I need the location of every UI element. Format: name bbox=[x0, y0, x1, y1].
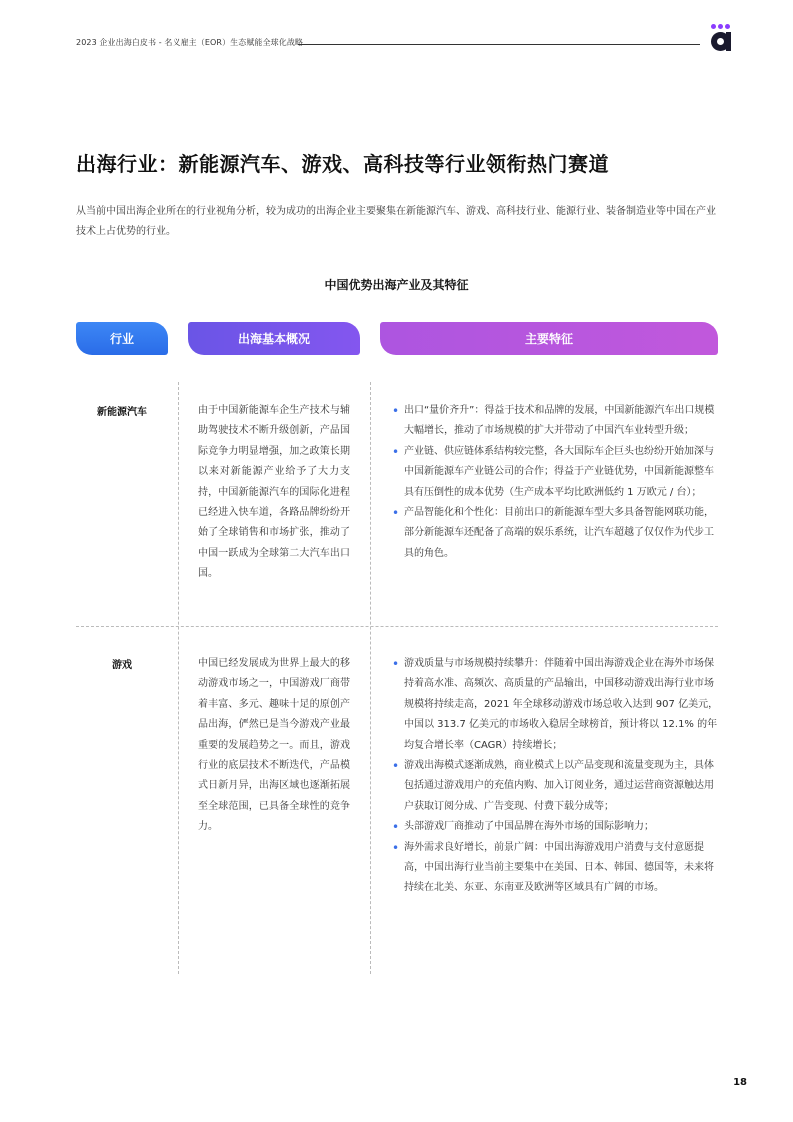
header-industry: 行业 bbox=[76, 322, 168, 355]
header-features: 主要特征 bbox=[380, 322, 718, 355]
feature-list-nev bbox=[392, 401, 722, 564]
page-title: 出海行业：新能源汽车、游戏、高科技等行业领衔热门赛道 bbox=[76, 152, 609, 176]
logo-dot bbox=[725, 24, 730, 29]
feature-item: • 产业链、供应链体系结构较完整，各大国际车企巨头也纷纷开始加深与中国新能源车产业链公司的合作；得益于产业链优势，中国新能源整车具有压倒性的成本优势（生产成本平均比欧洲低约 1 万欧元 / 台）； bbox=[392, 442, 722, 503]
header-rule bbox=[298, 44, 700, 45]
column-divider bbox=[178, 382, 179, 974]
a-logo-icon bbox=[708, 24, 734, 56]
row-overview-games: 中国已经发展成为世界上最大的移动游戏市场之一，中国游戏厂商带着丰富、多元、趣味十足的原创产品出海，俨然已是当今游戏产业最重要的发展趋势之一。而且，游戏行业的底层技术不断迭代，产品模式日新月异，出海区域也逐渐拓展至全球范围，已具备全球性的竞争力。 bbox=[198, 658, 350, 833]
feature-list-games bbox=[392, 654, 722, 899]
feature-item: • 出口“量价齐升”：得益于技术和品牌的发展，中国新能源汽车出口规模大幅增长，推动了市场规模的扩大并带动了中国汽车业转型升级； bbox=[392, 401, 722, 442]
feature-item: • 产品智能化和个性化：目前出口的新能源车型大多具备智能网联功能，部分新能源车还配备了高端的娱乐系统，让汽车超越了仅仅作为代步工具的角色。 bbox=[392, 503, 722, 564]
feature-item: • 头部游戏厂商推动了中国品牌在海外市场的国际影响力； bbox=[392, 817, 722, 837]
feature-item: • 游戏质量与市场规模持续攀升：伴随着中国出海游戏企业在海外市场保持着高水准、高频次、高质量的产品输出，中国移动游戏出海行业市场规模将持续走高，2021 年全球移动游戏市场总收入达到 907 亿美元，中国以 313.7 亿美元的市场收入稳居全球榜首，预计将以 12.1% 的年均复合增长率（CAGR）持续增长； bbox=[392, 654, 722, 756]
table-caption: 中国优势出海产业及其特征 bbox=[324, 278, 469, 292]
intro-paragraph: 从当前中国出海企业所在的行业视角分析，较为成功的出海企业主要聚集在新能源汽车、游戏、高科技行业、能源行业、装备制造业等中国在产业技术上占优势的行业。 bbox=[76, 206, 716, 237]
header-overview: 出海基本概况 bbox=[188, 322, 360, 355]
logo-dot bbox=[711, 24, 716, 29]
logo-dot bbox=[718, 24, 723, 29]
row-industry-nev: 新能源汽车 bbox=[97, 407, 147, 418]
row-divider bbox=[76, 626, 718, 627]
page-number: 18 bbox=[733, 1077, 747, 1088]
running-header bbox=[76, 30, 736, 56]
row-industry-games: 游戏 bbox=[112, 660, 132, 671]
feature-item: • 海外需求良好增长，前景广阔：中国出海游戏用户消费与支付意愿提高，中国出海行业当前主要集中在美国、日本、韩国、德国等，未来将持续在北美、东亚、东南亚及欧洲等区域具有广阔的市场。 bbox=[392, 838, 722, 899]
logo-stem bbox=[726, 32, 731, 51]
running-title: 2023 企业出海白皮书 - 名义雇主（EOR）生态赋能全球化战略 bbox=[76, 38, 304, 47]
row-overview-nev: 由于中国新能源车企生产技术与辅助驾驶技术不断升级创新，产品国际竞争力明显增强，加之政策长期以来对新能源产业给予了大力支持，中国新能源汽车的国际化进程已经进入快车道，各路品牌纷纷开始了全球销售和市场扩张，推动了中国一跃成为全球第二大汽车出口国。 bbox=[198, 405, 350, 580]
column-divider bbox=[370, 382, 371, 974]
feature-item: • 游戏出海模式逐渐成熟，商业模式上以产品变现和流量变现为主，具体包括通过游戏用户的充值内购、加入订阅业务，通过运营商资源触达用户获取订阅分成、广告变现、付费下载分成等； bbox=[392, 756, 722, 817]
